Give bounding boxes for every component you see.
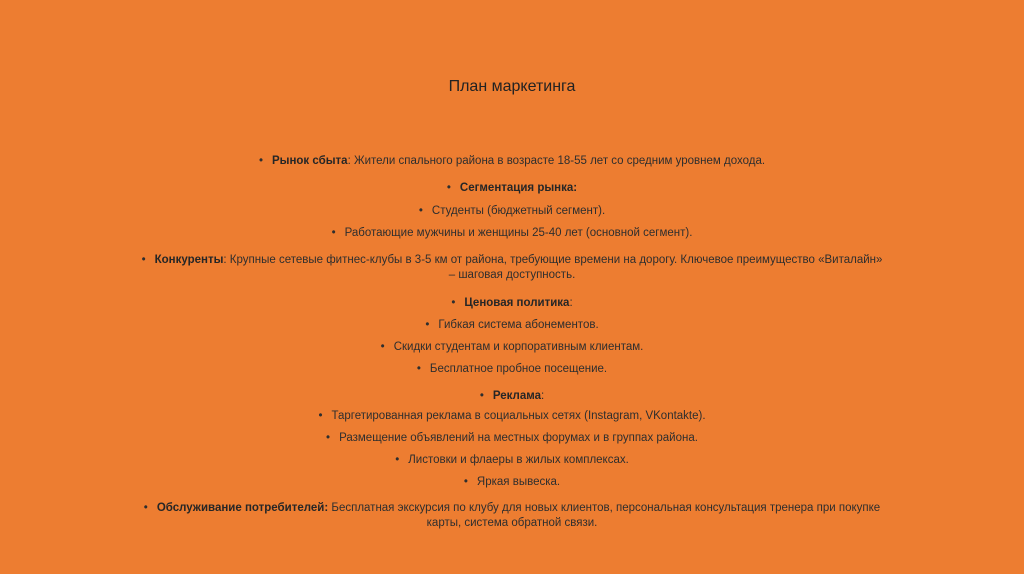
service-bullet: [0, 501, 1024, 516]
market-label: Рынок сбыта: [271, 155, 348, 167]
list-item: • Листовки и флаеры в жилых комплексах.: [395, 454, 629, 466]
pricing-label: Ценовая политика: [464, 297, 570, 309]
slide-title: План маркетинга: [448, 78, 576, 95]
service-text-continued: карты, система обратной связи.: [426, 517, 598, 529]
list-item: • Бесплатное пробное посещение.: [416, 363, 608, 375]
list-item: • Гибкая система абонементов.: [425, 319, 599, 331]
market-bullet: [0, 154, 1024, 169]
list-item: • Скидки студентам и корпоративным клиентам.: [380, 341, 644, 353]
bullet-icon: •: [326, 432, 331, 444]
bullet-icon: •: [416, 363, 421, 375]
service-label: Обслуживание потребителей:: [156, 502, 329, 514]
list-item: • Студенты (бюджетный сегмент).: [418, 205, 606, 217]
bullet-icon: •: [318, 410, 323, 422]
competitors-text-continued: – шаговая доступность.: [448, 269, 576, 281]
bullet-icon: •: [451, 297, 456, 309]
advertising-label: Реклама: [492, 390, 541, 402]
bullet-icon: •: [143, 502, 148, 514]
bullet-icon: •: [380, 341, 385, 353]
market-text: : Жители спального района в возрасте 18-55 лет со средним уровнем дохода.: [347, 155, 766, 167]
bullet-icon: •: [418, 205, 423, 217]
segmentation-bullet: [0, 181, 1024, 196]
list-item: • Таргетированная реклама в социальных сетях (Instagram, VKontakte).: [318, 410, 706, 422]
segmentation-label: Сегментация рынка:: [459, 182, 578, 194]
bullet-icon: •: [479, 390, 484, 402]
list-item: • Работающие мужчины и женщины 25-40 лет (основной сегмент).: [331, 227, 693, 239]
bullet-icon: •: [258, 155, 263, 167]
competitors-text: : Крупные сетевые фитнес-клубы в 3-5 км от района, требующие времени на дорогу. Ключевое преимущество «Виталайн»: [223, 254, 883, 266]
list-item: • Размещение объявлений на местных форумах и в группах района.: [326, 432, 698, 444]
bullet-icon: •: [141, 254, 146, 266]
bullet-icon: •: [331, 227, 336, 239]
bullet-icon: •: [446, 182, 451, 194]
pricing-bullet: • Ценовая политика:: [451, 297, 573, 309]
service-text: Бесплатная экскурсия по клубу для новых клиентов, персональная консультация тренера при покупке: [328, 502, 881, 514]
list-item: • Яркая вывеска.: [463, 476, 561, 488]
competitors-bullet: [0, 253, 1024, 268]
bullet-icon: •: [463, 476, 468, 488]
advertising-bullet: • Реклама:: [479, 390, 545, 402]
bullet-icon: •: [395, 454, 400, 466]
bullet-icon: •: [425, 319, 430, 331]
competitors-label: Конкуренты: [154, 254, 224, 266]
